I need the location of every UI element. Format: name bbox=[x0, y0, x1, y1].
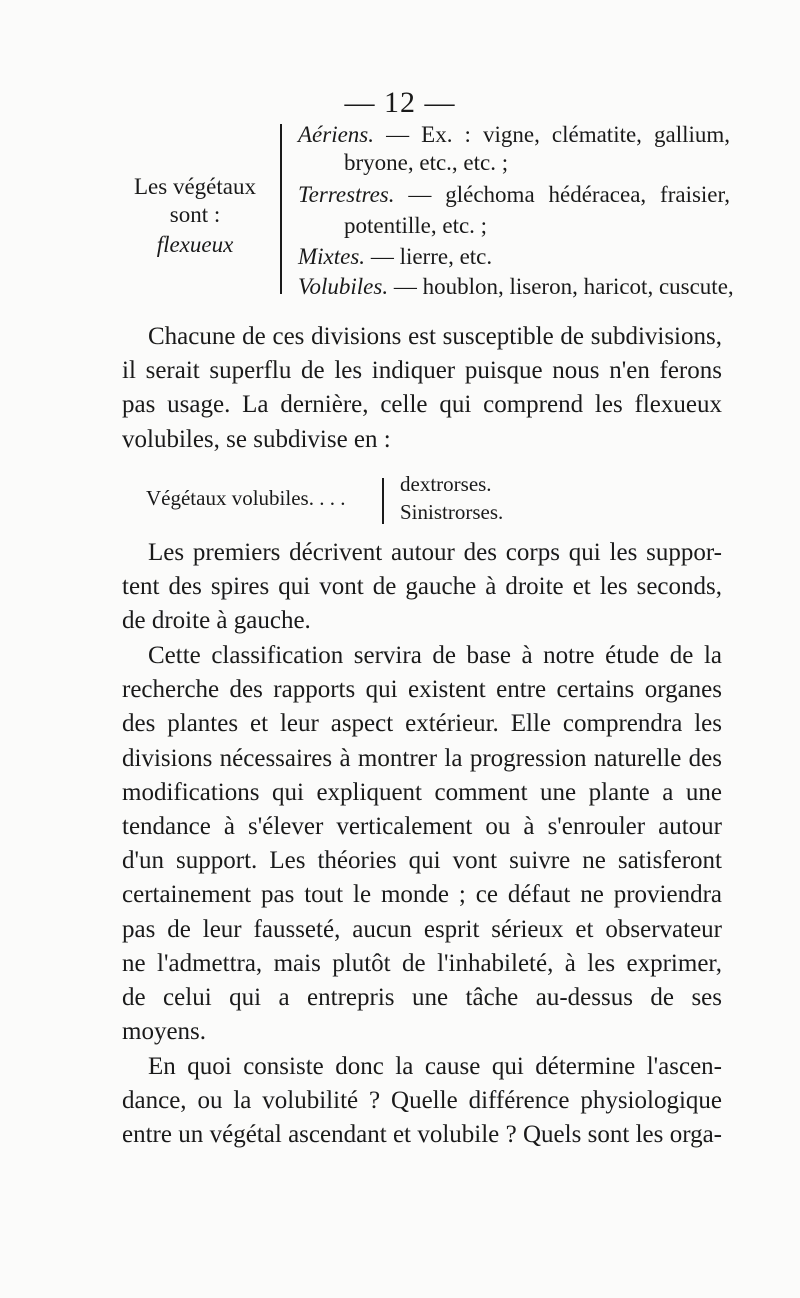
row-term: Mixtes. bbox=[298, 244, 366, 269]
option-sinistrorses: Sinistrorses. bbox=[400, 500, 504, 524]
row-volubiles bbox=[298, 274, 734, 300]
text-line: moyens. bbox=[122, 1018, 207, 1046]
row-mixtes bbox=[298, 244, 730, 270]
classification-brace bbox=[280, 124, 292, 294]
text-line: ne l'admettra, mais plutôt de l'inhabileté, à les exprimer, bbox=[122, 949, 722, 977]
row-text: potentille, etc. ; bbox=[344, 213, 488, 238]
text-line: il serait superflu de les indiquer puisque nous n'en ferons bbox=[122, 357, 722, 385]
row-term: Aériens. bbox=[298, 122, 375, 147]
left-label-line-1: Les végétaux bbox=[134, 174, 256, 199]
row-text: — houblon, liseron, haricot, cuscute, bbox=[393, 274, 734, 299]
classification-block bbox=[120, 120, 734, 300]
row-terrestres-cont bbox=[344, 213, 730, 239]
text-line: de droite à gauche. bbox=[122, 607, 311, 635]
paragraph-1 bbox=[122, 320, 722, 457]
text-line: des plantes et leur aspect extérieur. Elle comprendra les bbox=[122, 710, 722, 738]
volubiles-label: Végétaux volubiles. . . . bbox=[146, 486, 346, 510]
volubiles-brace bbox=[382, 478, 392, 524]
page-number: — 12 — bbox=[344, 86, 456, 119]
text-line: divisions nécessaires à montrer la progression naturelle des bbox=[122, 744, 722, 772]
text-line: entre un végétal ascendant et volubile ? Quels sont les orga- bbox=[122, 1121, 722, 1149]
text-line: volubiles, se subdivise en : bbox=[122, 425, 391, 453]
row-text: — Ex. : vigne, clématite, gallium, bbox=[386, 122, 731, 147]
left-label-line-2: sont : bbox=[169, 202, 221, 227]
paragraph-3 bbox=[122, 639, 722, 1049]
row-term: Terrestres. bbox=[298, 182, 395, 207]
text-line: Chacune de ces divisions est susceptible de subdivisions, bbox=[148, 323, 722, 350]
option-dextrorses: dextrorses. bbox=[400, 472, 492, 496]
text-line: pas de leur fausseté, aucun esprit sérieux et observateur bbox=[122, 915, 722, 943]
text-line: tent des spires qui vont de gauche à droite et les seconds, bbox=[122, 573, 722, 601]
paragraph-4 bbox=[122, 1050, 722, 1153]
left-label-line-3: flexueux bbox=[156, 232, 234, 257]
text-line: Cette classification servira de base à notre étude de la bbox=[148, 642, 722, 669]
row-term: Volubiles. bbox=[298, 274, 389, 299]
text-line: de celui qui a entrepris une tâche au-dessus de ses bbox=[122, 984, 722, 1012]
text-line: Les premiers décrivent autour des corps qui les suppor- bbox=[148, 539, 722, 566]
row-aeriens-cont bbox=[344, 150, 730, 176]
row-terrestres bbox=[298, 182, 730, 208]
text-line: pas usage. La dernière, celle qui comprend les flexueux bbox=[122, 391, 722, 419]
text-line: certainement pas tout le monde ; ce défaut ne proviendra bbox=[122, 881, 722, 909]
volubiles-division bbox=[146, 472, 566, 532]
row-text: — gléchoma hédéracea, fraisier, bbox=[408, 182, 730, 207]
row-text: — lierre, etc. bbox=[370, 244, 493, 269]
text-line: recherche des rapports qui existent entre certains organes bbox=[122, 676, 722, 704]
row-aeriens bbox=[298, 122, 730, 148]
text-line: En quoi consiste donc la cause qui détermine l'ascen- bbox=[148, 1053, 722, 1080]
text-line: d'un support. Les théories qui vont suivre ne satisferont bbox=[122, 847, 722, 875]
text-line: tendance à s'élever verticalement ou à s'enrouler autour bbox=[122, 813, 722, 841]
paragraph-2 bbox=[122, 536, 722, 639]
text-line: modifications qui expliquent comment une plante a une bbox=[122, 778, 722, 806]
row-text: bryone, etc., etc. ; bbox=[344, 150, 509, 175]
text-line: dance, ou la volubilité ? Quelle différence physiologique bbox=[122, 1087, 722, 1115]
